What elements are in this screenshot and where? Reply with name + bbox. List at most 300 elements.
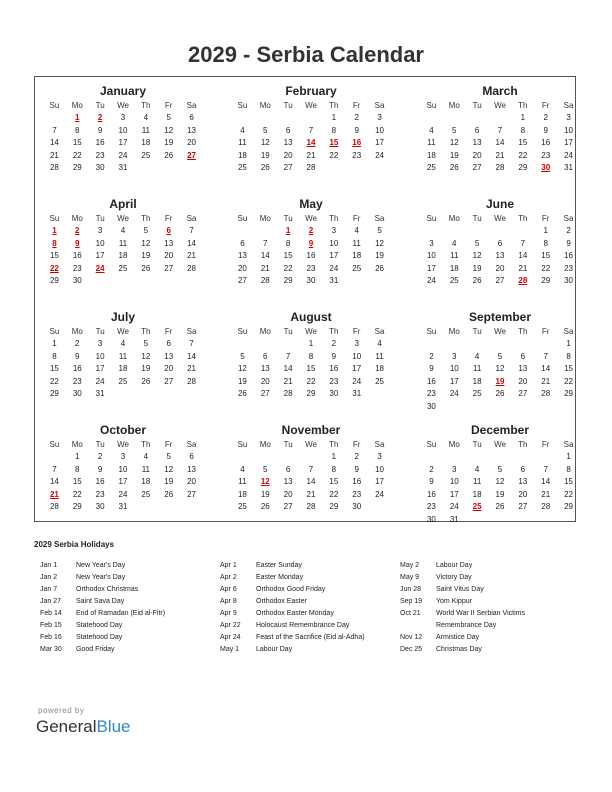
holiday-name: Yom Kippur [436,598,472,605]
calendar-day: 29 [49,276,59,285]
holiday-day: 9 [75,238,80,248]
calendar-day: 11 [375,351,384,361]
calendar-day: 8 [52,351,57,361]
weekday-header: Fr [541,214,550,223]
weekday-header: Th [329,214,339,223]
calendar-day: 2 [354,452,359,461]
weekday-header: Mo [448,440,460,449]
calendar-day: 28 [541,389,551,398]
weekday-header: We [494,214,506,223]
calendar-day: 14 [187,351,197,361]
calendar-day: 19 [237,376,247,386]
calendar-day: 1 [52,339,57,348]
month-name: May [299,197,323,211]
calendar-day: 16 [72,364,82,373]
calendar-day: 28 [187,376,197,386]
weekday-header: Su [49,101,60,110]
calendar-day: 18 [472,376,482,386]
calendar-day: 29 [49,389,59,398]
calendar-day: 9 [75,351,80,361]
calendar-day: 24 [564,150,574,160]
weekday-header: Mo [259,440,271,449]
calendar-day: 25 [118,263,128,273]
holiday-day: 12 [260,477,270,486]
calendar-day: 23 [72,376,82,386]
holiday-name: New Year's Day [76,562,126,569]
month-name: January [99,84,147,98]
calendar-day: 25 [352,263,362,273]
calendar-day: 9 [97,464,103,474]
page-title: 2029 - Serbia Calendar [187,42,424,67]
month-july [43,309,203,401]
holiday-day: 30 [541,163,551,172]
month-june [420,196,580,288]
calendar-day: 1 [331,452,337,461]
calendar-day: 3 [120,113,126,122]
month-february [231,83,391,175]
calendar-day: 2 [97,452,103,461]
month-days-grid [231,212,391,288]
empty-day [254,451,277,464]
calendar-day: 5 [263,125,268,135]
empty-day [489,338,512,351]
calendar-day: 15 [72,138,82,147]
calendar-day: 29 [306,389,316,398]
calendar-day: 31 [449,514,459,524]
calendar-day: 26 [164,489,174,499]
calendar-day: 19 [260,489,270,499]
calendar-day: 15 [49,251,59,260]
holiday-name: Saint Sava Day [76,598,125,605]
empty-day [443,338,466,351]
calendar-day: 9 [354,125,359,135]
holiday-entry [400,584,570,596]
calendar-day: 10 [375,125,385,135]
holiday-entry [220,560,365,572]
calendar-day: 12 [141,351,151,361]
calendar-day: 14 [495,138,505,147]
calendar-day: 12 [164,125,174,135]
month-august [231,309,391,401]
holiday-name: Orthodox Easter [256,598,307,605]
calendar-day: 27 [260,389,270,398]
holiday-day: 19 [495,376,505,386]
holiday-entry [400,596,570,608]
empty-day [420,225,443,238]
calendar-day: 4 [354,226,359,235]
calendar-day: 19 [141,364,151,373]
calendar-day: 10 [426,251,436,260]
month-days-grid [43,438,203,514]
calendar-day: 10 [449,477,459,486]
holiday-day: 16 [352,138,362,147]
calendar-day: 29 [564,389,574,398]
calendar-day: 11 [427,138,436,147]
calendar-day: 30 [352,502,362,511]
weekday-header: Th [329,440,339,449]
weekday-header: Fr [352,214,361,223]
calendar-day: 22 [283,263,293,273]
calendar-day: 27 [495,276,505,285]
month-october [43,422,203,514]
month-name: September [468,310,532,324]
calendar-day: 18 [118,251,128,260]
calendar-day: 25 [472,389,482,398]
empty-day [231,338,254,351]
weekday-header: Tu [472,101,482,110]
calendar-day: 21 [187,251,197,260]
calendar-day: 9 [543,125,548,135]
calendar-day: 18 [426,150,436,160]
holiday-entry [220,584,365,596]
calendar-day: 27 [518,502,528,511]
calendar-day: 2 [429,351,434,361]
calendar-day: 27 [283,163,293,172]
holiday-entry [220,644,365,656]
weekday-header: We [305,101,317,110]
calendar-day: 13 [164,238,174,248]
calendar-day: 19 [164,138,174,147]
calendar-day: 3 [377,452,382,461]
calendar-day: 25 [426,163,436,172]
holiday-column-3 [400,560,570,656]
weekday-header: We [117,440,129,449]
calendar-day: 10 [95,351,105,361]
holiday-name: World War II Serbian Victims Remembrance Day [436,610,525,629]
calendar-day: 27 [187,489,197,499]
month-march [420,83,580,175]
calendar-day: 28 [541,502,551,511]
calendar-day: 29 [329,502,339,511]
month-days-grid [231,325,391,401]
calendar-day: 8 [520,125,526,135]
holiday-day: 22 [49,263,59,273]
calendar-day: 27 [164,263,174,273]
holiday-name: Armistice Day [436,634,480,641]
calendar-day: 17 [352,364,362,373]
empty-day [443,225,466,238]
holiday-day: 2 [308,226,314,235]
month-name: July [110,310,135,324]
empty-day [277,112,300,125]
month-days-grid [43,325,203,401]
calendar-day: 7 [52,125,57,135]
calendar-day: 11 [352,238,361,248]
calendar-day: 16 [426,489,436,499]
holiday-name: Christmas Day [436,646,482,653]
calendar-day: 10 [118,464,128,474]
calendar-day: 12 [260,138,270,147]
empty-day [43,451,66,464]
calendar-day: 8 [566,351,571,361]
month-name: April [109,197,137,211]
weekday-header: Fr [541,101,550,110]
calendar-day: 22 [564,376,574,386]
calendar-day: 30 [95,163,105,172]
calendar-day: 1 [566,452,571,461]
calendar-day: 24 [95,376,105,386]
calendar-day: 4 [120,339,126,348]
weekday-header: Fr [352,440,361,449]
weekday-header: Tu [472,327,482,336]
calendar-day: 14 [306,477,316,486]
calendar-day: 18 [375,364,385,373]
holiday-name: Statehood Day [76,634,123,641]
weekday-header: Mo [71,327,83,336]
calendar-day: 7 [543,464,548,474]
holiday-day: 6 [166,226,171,235]
calendar-day: 15 [72,477,82,486]
weekday-header: Su [237,440,248,449]
month-april [43,196,203,288]
calendar-day: 21 [283,376,293,386]
holiday-name: Orthodox Good Friday [256,586,326,593]
calendar-day: 26 [141,376,151,386]
holiday-day: 21 [49,489,59,499]
calendar-day: 7 [543,351,548,361]
calendar-day: 12 [449,138,459,147]
calendar-day: 20 [260,376,270,386]
weekday-header: Sa [374,214,385,223]
weekday-header: Tu [283,327,293,336]
calendar-day: 11 [238,138,247,147]
holiday-date: Apr 22 [220,622,241,629]
calendar-day: 25 [237,163,247,172]
holiday-name: Victory Day [436,574,472,581]
calendar-day: 20 [495,263,505,273]
calendar-day: 25 [118,376,128,386]
calendar-day: 12 [237,364,247,373]
holiday-date: Jan 27 [40,598,62,605]
calendar-day: 30 [426,514,436,524]
calendar-day: 23 [306,263,316,273]
calendar-day: 6 [520,351,526,361]
calendar-day: 1 [566,339,571,348]
calendar-day: 13 [260,364,270,373]
calendar-day: 27 [237,276,247,285]
calendar-day: 23 [541,150,551,160]
calendar-day: 26 [495,389,505,398]
weekday-header: Th [141,101,151,110]
calendar-day: 3 [120,452,126,461]
holiday-date: Feb 16 [40,634,62,641]
calendar-day: 29 [541,276,551,285]
calendar-day: 7 [52,464,57,474]
calendar-day: 29 [518,163,528,172]
calendar-day: 19 [164,477,174,486]
weekday-header: Fr [352,101,361,110]
calendar-day: 18 [141,477,151,486]
calendar-day: 25 [375,376,385,386]
calendar-day: 12 [495,364,505,373]
calendar-day: 25 [237,502,247,511]
weekday-header: Su [49,327,60,336]
calendar-day: 19 [495,489,505,499]
calendar-day: 7 [308,125,314,135]
calendar-day: 26 [375,263,385,273]
holiday-date: Jan 7 [40,586,58,593]
holiday-date: Feb 15 [40,622,62,629]
calendar-day: 15 [283,251,293,260]
calendar-day: 2 [354,113,359,122]
holiday-entry [40,584,165,596]
empty-day [43,112,66,125]
holiday-day: 1 [52,226,57,235]
calendar-day: 21 [306,489,316,499]
calendar-day: 10 [329,238,339,248]
holiday-date: Apr 8 [220,598,237,605]
weekday-header: Sa [374,327,385,336]
empty-day [231,451,254,464]
calendar-day: 16 [329,364,339,373]
empty-day [489,451,512,464]
empty-day [420,338,443,351]
holiday-date: Jan 2 [40,574,58,581]
holiday-entry [220,572,365,584]
calendar-day: 6 [166,339,171,348]
calendar-day: 31 [352,389,362,398]
holiday-entry [40,644,165,656]
calendar-day: 20 [237,263,247,273]
calendar-day: 4 [474,351,480,361]
calendar-day: 26 [472,276,482,285]
empty-day [489,112,512,125]
calendar-day: 3 [452,351,457,361]
calendar-day: 8 [285,238,291,248]
calendar-day: 26 [495,502,505,511]
calendar-day: 15 [329,477,339,486]
weekday-header: Tu [283,101,293,110]
calendar-day: 11 [450,251,459,260]
calendar-day: 16 [541,138,551,147]
calendar-day: 17 [95,364,105,373]
holiday-column-1 [40,560,165,656]
month-days-grid [420,325,580,413]
calendar-day: 27 [164,376,174,386]
calendar-day: 23 [329,376,339,386]
calendar-day: 26 [237,389,247,398]
calendar-day: 29 [72,163,82,172]
calendar-day: 18 [352,251,362,260]
holiday-name: Feast of the Sacrifice (Eid al-Adha) [256,634,365,641]
calendar-day: 20 [472,150,482,160]
calendar-day: 29 [564,502,574,511]
weekday-header: Su [426,440,437,449]
calendar-day: 5 [474,238,480,248]
month-days-grid [231,438,391,514]
calendar-day: 19 [260,150,270,160]
calendar-day: 22 [72,489,82,499]
calendar-day: 31 [118,502,128,511]
calendar-day: 5 [166,113,171,122]
holiday-date: Apr 24 [220,634,241,641]
calendar-day: 1 [75,452,80,461]
empty-day [277,338,300,351]
calendar-day: 4 [452,238,457,248]
holiday-day: 27 [187,150,197,160]
calendar-day: 15 [518,138,528,147]
calendar-day: 16 [306,251,316,260]
calendar-day: 7 [189,226,194,235]
calendar-day: 27 [283,502,293,511]
holiday-name: New Year's Day [76,574,126,581]
calendar-day: 16 [72,251,82,260]
empty-day [420,451,443,464]
holiday-name: Orthodox Christmas [76,586,139,593]
calendar-day: 14 [518,251,528,260]
weekday-header: Mo [448,214,460,223]
empty-day [254,338,277,351]
calendar-day: 10 [375,464,385,474]
calendar-day: 10 [118,125,128,135]
calendar-day: 13 [164,351,174,361]
weekday-header: We [117,101,129,110]
holiday-entry [40,560,165,572]
calendar-day: 25 [449,276,459,285]
weekday-header: Sa [563,101,574,110]
calendar-day: 6 [285,464,291,474]
calendar-day: 19 [472,263,482,273]
calendar-day: 22 [518,150,528,160]
holiday-name: Good Friday [76,646,115,653]
calendar-day: 14 [49,138,59,147]
calendar-day: 3 [331,226,337,235]
calendar-day: 16 [426,376,436,386]
holiday-entry [40,572,165,584]
calendar-day: 28 [283,389,293,398]
calendar-day: 20 [187,138,197,147]
holiday-day: 1 [285,226,291,235]
calendar-day: 1 [520,113,526,122]
holiday-date: Dec 25 [400,646,423,653]
calendar-day: 13 [495,251,505,260]
weekday-header: Sa [563,214,574,223]
brand-logo[interactable] [36,717,131,737]
holiday-date: May 2 [400,562,420,569]
calendar-day: 26 [141,263,151,273]
weekday-header: We [494,101,506,110]
holidays-title: 2029 Serbia Holidays [34,540,115,549]
calendar-day: 10 [352,351,362,361]
holiday-date: May 9 [400,574,420,581]
calendar-day: 26 [260,163,270,172]
calendar-day: 14 [541,364,551,373]
weekday-header: Sa [563,440,574,449]
holiday-entry [400,644,570,656]
calendar-day: 5 [452,125,457,135]
month-december [420,422,580,526]
holiday-date: Oct 21 [400,610,421,617]
calendar-day: 26 [164,150,174,160]
month-september [420,309,580,413]
weekday-header: We [305,327,317,336]
weekday-header: Mo [259,214,271,223]
calendar-day: 17 [95,251,105,260]
calendar-day: 18 [237,150,247,160]
month-may [231,196,391,288]
calendar-day: 17 [329,251,339,260]
holiday-name: Easter Monday [256,574,304,581]
holiday-name: Statehood Day [76,622,123,629]
calendar-day: 28 [260,276,270,285]
calendar-day: 9 [354,464,359,474]
weekday-header: Mo [259,327,271,336]
calendar-day: 30 [72,389,82,398]
calendar-day: 20 [283,150,293,160]
calendar-grid [34,76,576,522]
weekday-header: Th [329,101,339,110]
empty-day [466,338,489,351]
